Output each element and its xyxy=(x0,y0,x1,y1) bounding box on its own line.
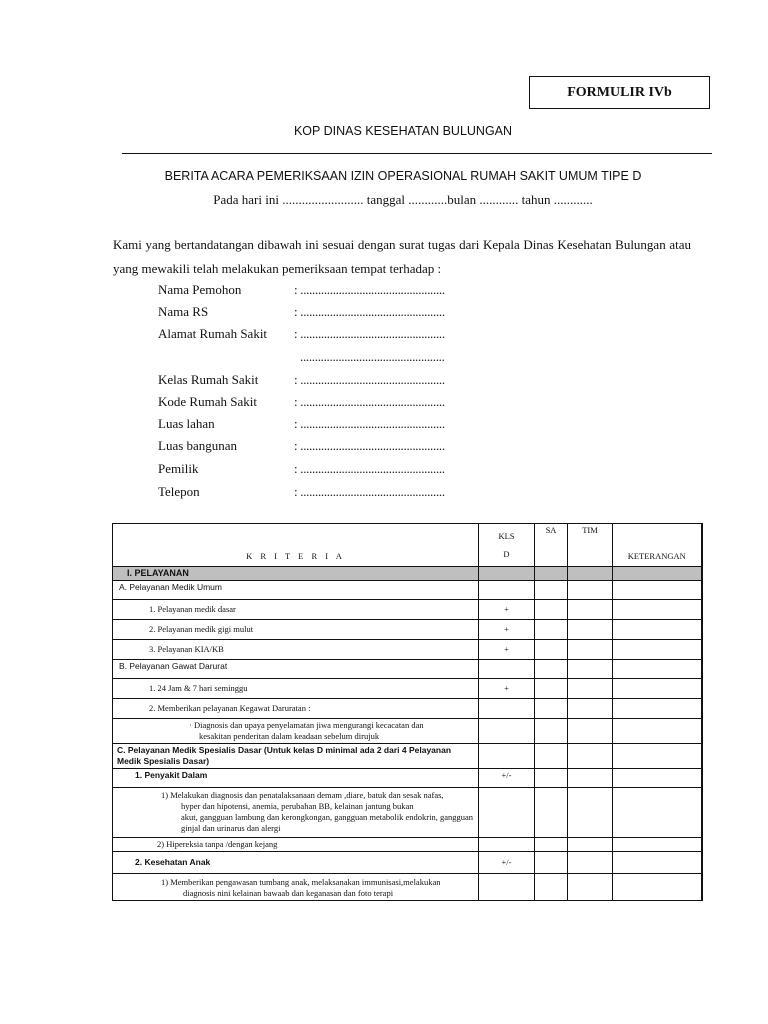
table-row xyxy=(113,600,702,620)
row-label: 1. Penyakit Dalam xyxy=(113,769,479,788)
row-keterangan xyxy=(613,744,702,769)
table-row xyxy=(113,567,702,581)
header-kls-label: KLS xyxy=(498,531,515,541)
row-tim xyxy=(568,581,613,600)
row-label: 2. Memberikan pelayanan Kegawat Daruratan : xyxy=(113,699,479,719)
row-label-line1: C. Pelayanan Medik Spesialis Dasar (Untuk kelas D minimal ada 2 dari 4 Pelayanan xyxy=(117,745,452,755)
form-code: FORMULIR IVb xyxy=(567,84,672,100)
row-kls xyxy=(479,699,535,719)
row-label xyxy=(113,719,479,744)
header-kls xyxy=(479,524,535,567)
row-sa xyxy=(535,567,568,581)
row-tim xyxy=(568,660,613,679)
field-value-nama-pemohon: : ................................................. xyxy=(294,282,445,297)
form-code-box xyxy=(529,76,710,109)
row-sa xyxy=(535,660,568,679)
field-value-luas-lahan: : ................................................. xyxy=(294,416,445,431)
row-tim xyxy=(568,620,613,640)
row-keterangan xyxy=(613,660,702,679)
row-sa xyxy=(535,852,568,874)
row-sa xyxy=(535,838,568,852)
row-kls: +/- xyxy=(479,852,535,874)
field-value-alamat: : ................................................. xyxy=(294,326,445,341)
row-kls xyxy=(479,874,535,901)
date-line: Pada hari ini ......................... tanggal ............bulan ............ tahun ............ xyxy=(213,192,593,207)
table-row xyxy=(113,874,702,901)
row-label xyxy=(113,788,479,838)
row-kls: + xyxy=(479,679,535,699)
field-value-alamat-line2: ................................................. xyxy=(300,349,445,364)
row-sa xyxy=(535,600,568,620)
row-keterangan xyxy=(613,581,702,600)
table-row xyxy=(113,581,702,600)
row-kls: + xyxy=(479,600,535,620)
row-label-line1: 1) Memberikan pengawasan tumbang anak, melaksanakan immunisasi,melakukan xyxy=(161,877,441,887)
field-label-nama-pemohon: Nama Pemohon xyxy=(158,282,242,297)
row-keterangan xyxy=(613,640,702,660)
row-label-line2: hyper dan hipotensi, anemia, perubahan BB, kelainan jantung bukan xyxy=(181,801,414,811)
table-row xyxy=(113,660,702,679)
row-tim xyxy=(568,744,613,769)
field-label-alamat: Alamat Rumah Sakit xyxy=(158,326,268,341)
row-label: 2. Pelayanan medik gigi mulut xyxy=(113,620,479,640)
row-kls xyxy=(479,581,535,600)
table-row xyxy=(113,852,702,874)
field-label-luas-lahan: Luas lahan xyxy=(158,416,215,431)
row-label-line1: · Diagnosis dan upaya penyelamatan jiwa mengurangi kecacatan dan xyxy=(189,720,424,730)
row-keterangan xyxy=(613,874,702,901)
row-sa xyxy=(535,788,568,838)
field-value-kode: : ................................................. xyxy=(294,394,445,409)
row-label-line2: kesakitan penderitan dalam keadaan sebelum dirujuk xyxy=(199,731,380,741)
row-label-line2: Medik Spesialis Dasar) xyxy=(117,756,210,766)
table-row xyxy=(113,788,702,838)
row-sa xyxy=(535,581,568,600)
field-label-kode: Kode Rumah Sakit xyxy=(158,394,257,409)
row-tim xyxy=(568,699,613,719)
row-keterangan xyxy=(613,620,702,640)
row-kls: + xyxy=(479,640,535,660)
document-title: BERITA ACARA PEMERIKSAAN IZIN OPERASIONAL RUMAH SAKIT UMUM TIPE D xyxy=(164,169,642,183)
row-sa xyxy=(535,620,568,640)
table-row xyxy=(113,744,702,769)
table-row xyxy=(113,679,702,699)
field-label-nama-rs: Nama RS xyxy=(158,304,209,319)
row-keterangan xyxy=(613,567,702,581)
intro-paragraph: Kami yang bertandatangan dibawah ini sesuai dengan surat tugas dari Kepala Dinas Kesehatan Bulungan atau yang mewakili telah melakukan pemeriksaan tempat terhadap : xyxy=(113,237,691,276)
field-value-kelas: : ................................................. xyxy=(294,372,445,387)
row-kls xyxy=(479,788,535,838)
row-tim xyxy=(568,788,613,838)
row-label xyxy=(113,744,479,769)
table-row xyxy=(113,838,702,852)
row-kls xyxy=(479,567,535,581)
field-value-luas-bangunan: : ................................................. xyxy=(294,438,445,453)
row-sa xyxy=(535,679,568,699)
row-keterangan xyxy=(613,600,702,620)
field-label-telepon: Telepon xyxy=(158,484,200,499)
row-keterangan xyxy=(613,699,702,719)
row-sa xyxy=(535,769,568,788)
row-keterangan xyxy=(613,769,702,788)
row-keterangan xyxy=(613,679,702,699)
row-tim xyxy=(568,719,613,744)
row-sa xyxy=(535,744,568,769)
table-row xyxy=(113,640,702,660)
row-tim xyxy=(568,769,613,788)
header-kriteria: K R I T E R I A xyxy=(113,524,479,567)
field-label-kelas: Kelas Rumah Sakit xyxy=(158,372,259,387)
row-tim xyxy=(568,838,613,852)
row-label-line2: diagnosis nini kelainan bawaab dan keganasan dan foto terapi xyxy=(183,888,394,898)
row-sa xyxy=(535,874,568,901)
field-value-pemilik: : ................................................. xyxy=(294,461,445,476)
row-label xyxy=(113,874,479,901)
row-tim xyxy=(568,874,613,901)
field-value-telepon: : ................................................. xyxy=(294,484,445,499)
header-sa: SA xyxy=(535,524,568,567)
table-header-row xyxy=(113,524,702,567)
row-keterangan xyxy=(613,852,702,874)
row-tim xyxy=(568,567,613,581)
row-tim xyxy=(568,679,613,699)
row-sa xyxy=(535,699,568,719)
row-label: 2. Kesehatan Anak xyxy=(113,852,479,874)
row-label: 3. Pelayanan KIA/KB xyxy=(113,640,479,660)
row-kls xyxy=(479,719,535,744)
row-kls xyxy=(479,744,535,769)
row-label: B. Pelayanan Gawat Darurat xyxy=(113,660,479,679)
field-label-luas-bangunan: Luas bangunan xyxy=(158,438,238,453)
header-keterangan: KETERANGAN xyxy=(613,524,702,567)
row-label-line4: ginjal dan urinarus dan alergi xyxy=(181,823,281,833)
row-tim xyxy=(568,852,613,874)
table-row xyxy=(113,769,702,788)
row-keterangan xyxy=(613,788,702,838)
row-tim xyxy=(568,600,613,620)
field-label-pemilik: Pemilik xyxy=(158,461,199,476)
row-label: 1. 24 Jam & 7 hari seminggu xyxy=(113,679,479,699)
row-label: 2) Hipereksia tanpa /dengan kejang xyxy=(113,838,479,852)
row-label: I. PELAYANAN xyxy=(113,567,479,581)
row-tim xyxy=(568,640,613,660)
row-label: 1. Pelayanan medik dasar xyxy=(113,600,479,620)
table-row xyxy=(113,719,702,744)
row-label: A. Pelayanan Medik Umum xyxy=(113,581,479,600)
row-keterangan xyxy=(613,838,702,852)
row-keterangan xyxy=(613,719,702,744)
row-kls: +/- xyxy=(479,769,535,788)
row-kls xyxy=(479,660,535,679)
field-value-nama-rs: : ................................................. xyxy=(294,304,445,319)
header-kls-sub: D xyxy=(503,549,510,559)
row-kls: + xyxy=(479,620,535,640)
table-row xyxy=(113,620,702,640)
table-row xyxy=(113,699,702,719)
letterhead-divider xyxy=(122,153,712,154)
letterhead: KOP DINAS KESEHATAN BULUNGAN xyxy=(293,124,513,138)
row-sa xyxy=(535,640,568,660)
header-tim: TIM xyxy=(568,524,613,567)
row-kls xyxy=(479,838,535,852)
criteria-table xyxy=(112,523,703,901)
row-label-line1: 1) Melakukan diagnosis dan penatalaksanaan demam ,diare, batuk dan sesak nafas, xyxy=(161,790,444,800)
row-label-line3: akut, gangguan lambung dan kerongkongan, gangguan metabolik endokrin, gangguan xyxy=(181,812,473,822)
row-sa xyxy=(535,719,568,744)
